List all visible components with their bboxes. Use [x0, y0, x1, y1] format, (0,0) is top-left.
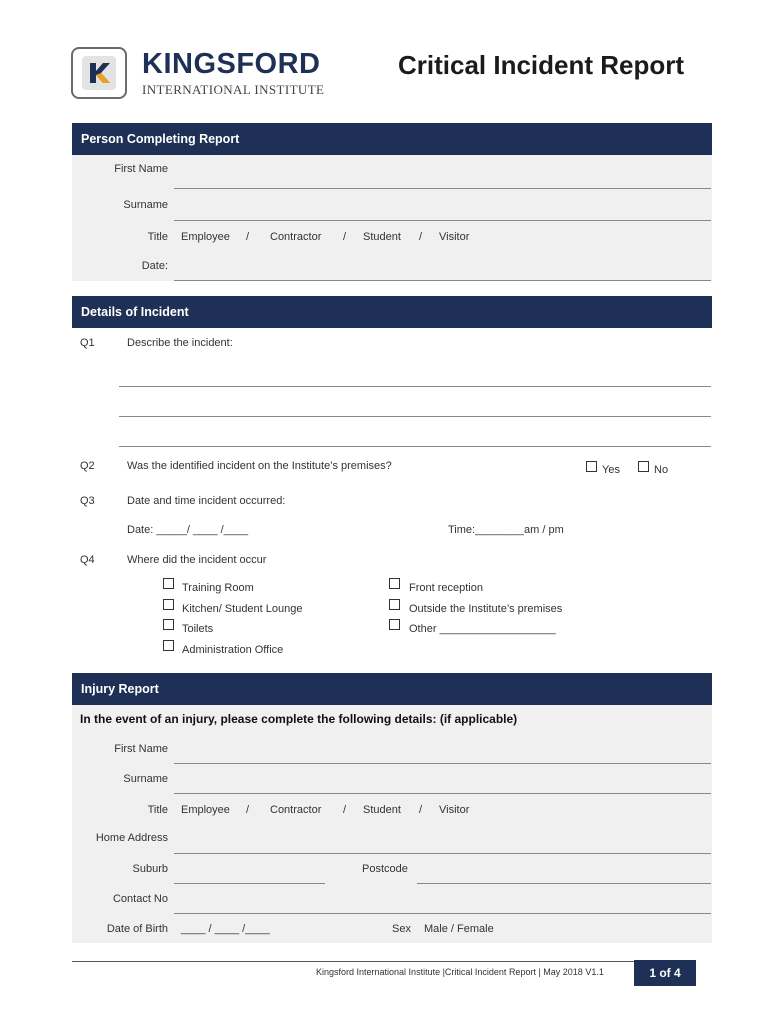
- q1-text: Describe the incident:: [127, 337, 233, 349]
- location-other-label[interactable]: Other ___________________: [409, 623, 556, 635]
- suburb-field[interactable]: [174, 883, 325, 884]
- location-admin-office-checkbox[interactable]: [163, 640, 174, 651]
- injury-title-option-student[interactable]: Student: [363, 804, 401, 816]
- section-injury-body: [72, 705, 712, 943]
- q1-answer-line-1[interactable]: [119, 386, 711, 387]
- first-name-label: First Name: [114, 163, 168, 175]
- section-person-body: [72, 155, 712, 281]
- contact-no-field[interactable]: [174, 913, 711, 914]
- q3-text: Date and time incident occurred:: [127, 495, 286, 507]
- home-address-field[interactable]: [174, 853, 711, 854]
- dob-label: Date of Birth: [106, 923, 168, 935]
- location-admin-office-label: Administration Office: [182, 644, 284, 656]
- q2-text: Was the identified incident on the Institute’s premises?: [127, 460, 392, 472]
- contact-no-label: Contact No: [112, 893, 168, 905]
- location-front-reception-checkbox[interactable]: [389, 578, 400, 589]
- q2-yes-checkbox[interactable]: [586, 461, 597, 472]
- title-separator: /: [246, 231, 250, 243]
- location-training-room-checkbox[interactable]: [163, 578, 174, 589]
- logo-mark: [82, 56, 116, 90]
- brand-subtitle: INTERNATIONAL INSTITUTE: [142, 82, 325, 97]
- location-front-reception-label: Front reception: [409, 582, 483, 594]
- title-option-contractor[interactable]: Contractor: [270, 231, 322, 243]
- title-separator: /: [343, 804, 347, 816]
- q1-number: Q1: [80, 337, 95, 349]
- injury-intro: In the event of an injury, please complete the following details: (if applicable): [80, 712, 518, 726]
- q1-answer-line-3[interactable]: [119, 446, 711, 447]
- q2-number: Q2: [80, 460, 95, 472]
- logo: [71, 47, 127, 99]
- q2-no-label: No: [654, 464, 669, 476]
- document-title: Critical Incident Report: [398, 50, 685, 80]
- injury-first-name-label: First Name: [114, 743, 168, 755]
- injury-title-label: Title: [147, 804, 168, 816]
- sex-field[interactable]: Male / Female: [424, 923, 494, 935]
- k-logo-icon: [86, 60, 112, 86]
- footer-divider: [72, 961, 692, 962]
- location-kitchen-checkbox[interactable]: [163, 599, 174, 610]
- q2-no-checkbox[interactable]: [638, 461, 649, 472]
- section-heading-injury: Injury Report: [72, 673, 712, 705]
- date-field[interactable]: [174, 280, 711, 281]
- title-option-employee[interactable]: Employee: [181, 231, 230, 243]
- q3-time-field[interactable]: Time:________am / pm: [448, 524, 564, 536]
- postcode-label: Postcode: [362, 863, 408, 875]
- injury-surname-label: Surname: [123, 773, 168, 785]
- title-option-visitor[interactable]: Visitor: [439, 231, 470, 243]
- title-separator: /: [419, 231, 423, 243]
- title-option-student[interactable]: Student: [363, 231, 401, 243]
- q3-number: Q3: [80, 495, 95, 507]
- section-heading-incident: Details of Incident: [72, 296, 712, 328]
- title-separator: /: [246, 804, 250, 816]
- q3-date-field[interactable]: Date: _____/ ____ /____: [127, 524, 249, 536]
- surname-label: Surname: [123, 199, 168, 211]
- surname-field[interactable]: [174, 220, 711, 221]
- location-training-room-label: Training Room: [182, 582, 254, 594]
- section-heading-person: Person Completing Report: [72, 123, 712, 155]
- location-outside-checkbox[interactable]: [389, 599, 400, 610]
- page-number-badge: 1 of 4: [634, 960, 696, 986]
- footer-text: Kingsford International Institute |Critical Incident Report | May 2018 V1.1: [316, 967, 604, 977]
- postcode-field[interactable]: [417, 883, 711, 884]
- location-outside-label: Outside the Institute’s premises: [409, 603, 563, 615]
- home-address-label: Home Address: [95, 832, 168, 844]
- dob-field[interactable]: ____ / ____ /____: [181, 923, 270, 935]
- q4-number: Q4: [80, 554, 95, 566]
- title-separator: /: [419, 804, 423, 816]
- injury-title-option-employee[interactable]: Employee: [181, 804, 230, 816]
- title-separator: /: [343, 231, 347, 243]
- date-label: Date:: [141, 260, 168, 272]
- q2-yes-label: Yes: [602, 464, 620, 476]
- sex-label: Sex: [392, 923, 411, 935]
- location-other-checkbox[interactable]: [389, 619, 400, 630]
- injury-first-name-field[interactable]: [174, 763, 711, 764]
- title-label: Title: [147, 231, 168, 243]
- q4-text: Where did the incident occur: [127, 554, 267, 566]
- location-kitchen-label: Kitchen/ Student Lounge: [182, 603, 303, 615]
- brand-name: KINGSFORD: [142, 48, 321, 80]
- suburb-label: Suburb: [132, 863, 168, 875]
- q1-answer-line-2[interactable]: [119, 416, 711, 417]
- location-toilets-checkbox[interactable]: [163, 619, 174, 630]
- first-name-field[interactable]: [174, 188, 711, 189]
- injury-surname-field[interactable]: [174, 793, 711, 794]
- injury-title-option-visitor[interactable]: Visitor: [439, 804, 470, 816]
- location-toilets-label: Toilets: [182, 623, 214, 635]
- injury-title-option-contractor[interactable]: Contractor: [270, 804, 322, 816]
